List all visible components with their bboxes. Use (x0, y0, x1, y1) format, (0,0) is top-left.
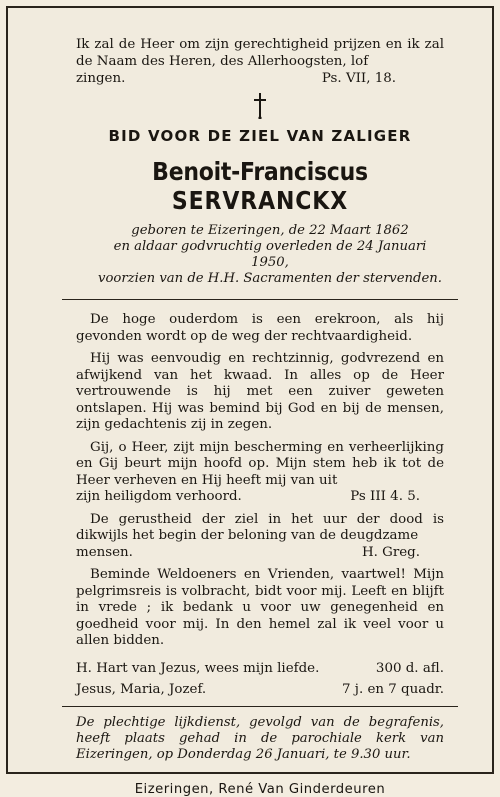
deceased-first-name: Benoit-Franciscus (152, 157, 368, 186)
bio-line: geboren te Eizeringen, de 22 Maart 1862 (131, 223, 409, 238)
biography (96, 223, 444, 287)
opening-verse-last-line: zingen. (76, 71, 126, 86)
pray-heading: BID VOOR DE ZIEL VAN ZALIGER (108, 127, 412, 145)
deceased-last-name: SERVRANCKX (171, 186, 349, 215)
cross (76, 93, 444, 119)
opening-verse-ref: Ps. VII, 18. (321, 71, 396, 86)
printer-credit: Eizeringen, René Van Ginderdeuren (134, 781, 386, 797)
bio-line: voorzien van de H.H. Sacramenten der stervenden. (98, 271, 442, 286)
prayer-row (76, 660, 444, 677)
memorial-card-frame (6, 6, 494, 797)
prayers (76, 660, 444, 698)
opening-verse: Ik zal de Heer om zijn gerechtigheid prijzen en ik zal de Naam des Heren, des Allerhoogsten, lof (76, 37, 444, 69)
prayer-indulgence: 7 j. en 7 quadr. (342, 681, 444, 697)
paragraph-4: De gerustheid der ziel in het uur der dood is dikwijls het begin der beloning van de deugdzame (76, 511, 444, 543)
opening-verse-end (76, 70, 444, 87)
memorial-card (20, 18, 480, 797)
prayer-text: Jesus, Maria, Jozef. (76, 681, 207, 697)
prayer-row (76, 681, 444, 698)
funeral-notice: De plechtige lijkdienst, gevolgd van de begrafenis, heeft plaats gehad in de parochiale kerk van Eizeringen, op Donderdag 26 Januari, te 9.30 uur. (76, 714, 444, 762)
paragraph-4-ref: H. Greg. (361, 544, 420, 560)
bio-line: en aldaar godvruchtig overleden de 24 Januari 1950, (113, 239, 427, 270)
paragraph-3-last-line: zijn heiligdom verhoord. (76, 489, 242, 504)
divider (62, 773, 458, 774)
prayer-indulgence: 300 d. afl. (375, 660, 444, 676)
paragraph-3-ref: Ps III 4. 5. (350, 489, 420, 504)
paragraph-4-end (76, 545, 444, 562)
paragraph-3: Gij, o Heer, zijt mijn bescherming en verheerlijking en Gij beurt mijn hoofd op. Mijn stem heb ik tot de Heer verheven en Hij heeft mij van uit (76, 439, 444, 488)
divider (62, 706, 458, 707)
paragraph-3-end (76, 489, 444, 506)
deceased-name (98, 157, 422, 215)
paragraph-5: Beminde Weldoeners en Vrienden, vaartwel! Mijn pelgrimsreis is volbracht, bidt voor mij. Leeft en blijft in vrede ; ik bedank u voor uw genegenheid en goedheid voor mij. In den hemel zal ik veel voor u allen bidden. (76, 567, 444, 648)
divider (62, 299, 458, 300)
paragraph-4-last-line: mensen. (76, 544, 133, 560)
paragraph-1: De hoge ouderdom is een erekroon, als hij gevonden wordt op de weg der rechtvaardigheid. (76, 312, 444, 344)
paragraph-2: Hij was eenvoudig en rechtzinnig, godvrezend en afwijkend van het kwaad. In alles op de Heer vertrouwende is hij met een zuiver geweten ontslapen. Hij was bemind bij God en bij de mensen, zijn gedachtenis zij in zegen. (76, 351, 444, 432)
cross-icon (253, 93, 267, 119)
prayer-text: H. Hart van Jezus, wees mijn liefde. (76, 660, 320, 676)
